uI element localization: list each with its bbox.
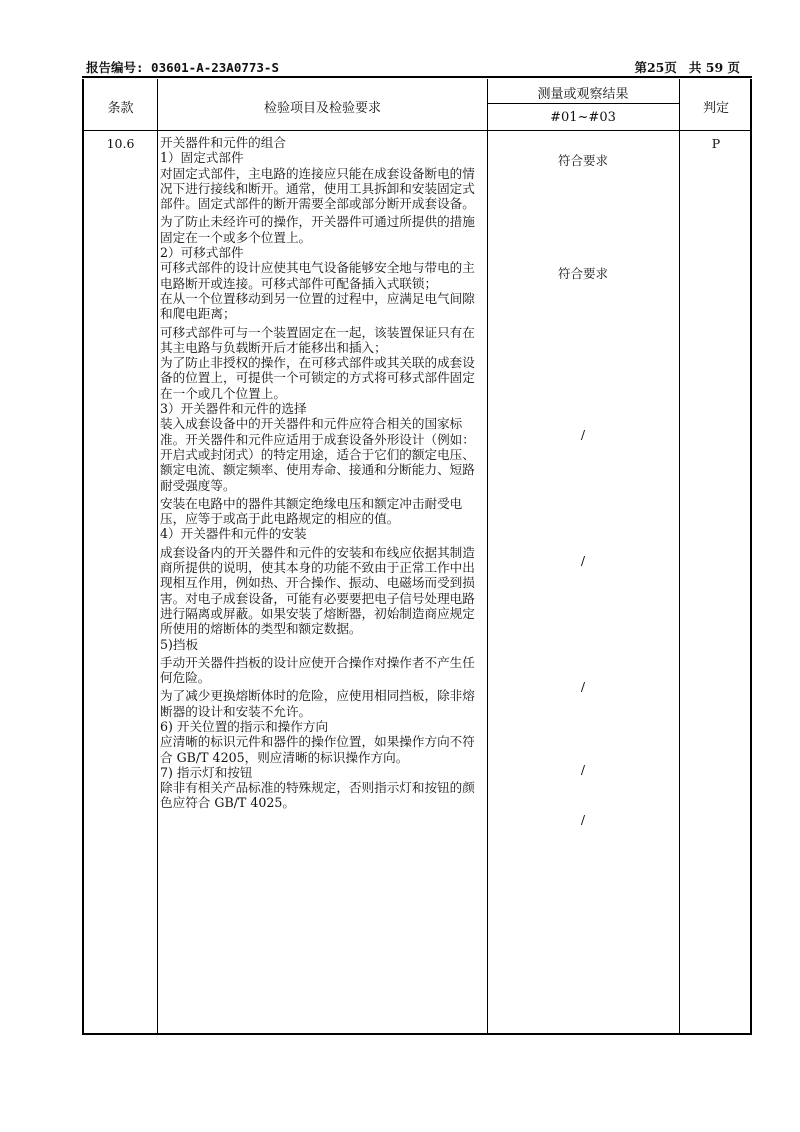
page-indicator: [622, 58, 740, 76]
requirement-text: 可移式部件可与一个装置固定在一起，该装置保证只有在其主电路与负载断开后才能移出和插入；: [160, 324, 475, 355]
requirement-text: 装入成套设备中的开关器件和元件应符合相关的国家标准。开关器件和元件应适用于成套设备外形设计（例如：开启式或封闭式）的特定用途，适合于它们的额定电压、额定电流、额定频率、使用寿命、接通和分断能力、短路耐受强度等。: [160, 416, 475, 493]
col-header-samples: #01~#03: [550, 110, 616, 125]
subsection-heading: 7) 指示灯和按钮: [160, 764, 253, 780]
header-bottom-rule: [84, 130, 750, 131]
requirement-text: 可移式部件的设计应使其电气设备能够安全地与带电的主电路断开或连接。可移式部件可配备插入式联锁；: [160, 260, 475, 291]
subsection-heading: 1）固定式部件: [160, 150, 244, 166]
requirement-text: 安装在电路中的器件其额定绝缘电压和额定冲击耐受电压，应等于或高于此电路规定的相应的值。: [160, 495, 463, 527]
col-header-verdict: 判定: [702, 101, 729, 116]
requirement-text: 为了防止未经许可的操作，开关器件可通过所提供的措施固定在一个或多个位置上。: [160, 214, 475, 245]
subsection-heading: 3）开关器件和元件的选择: [160, 401, 307, 417]
result-6: /: [580, 762, 586, 777]
col-header-item: 检验项目及检验要求: [263, 101, 381, 116]
requirement-text: 除非有相关产品标准的特殊规定，否则指示灯和按钮的颜色应符合 GB/T 4025。: [160, 780, 475, 811]
subsection-heading: 4）开关器件和元件的安装: [160, 526, 307, 542]
requirement-text: 为了防止非授权的操作，在可移式部件或其关联的成套设备的位置上，可提供一个可锁定的方式将可移式部件固定在一个或几个位置上。: [160, 355, 475, 401]
requirement-text: 在从一个位置移动到另一位置的过程中，应满足电气间隙和爬电距离；: [160, 290, 475, 322]
requirement-text: 应清晰的标识元件和器件的操作位置，如果操作方向不符合 GB/T 4205，则应清晰的标识操作方向。: [160, 734, 475, 765]
requirement-text: 成套设备内的开关器件和元件的安装和布线应依据其制造商所提供的说明，使其本身的功能不致由于正常工作中出现相互作用，例如热、开合操作、振动、电磁场而受到损害。对电子成套设备，可能有必要要把电子信号处理电路进行隔离或屏蔽。如果安装了熔断器，初始制造商应规定所使用的熔断体的类型和额定数据。: [160, 544, 475, 637]
col-divider: [157, 79, 158, 1033]
page-header: [86, 58, 740, 76]
subsection-heading: 6) 开关位置的指示和操作方向: [160, 718, 329, 734]
result-2: 符合要求: [557, 266, 608, 281]
subsection-heading: 5)挡板: [160, 636, 199, 652]
inspection-content: [160, 135, 486, 811]
requirement-text: 对固定式部件，主电路的连接应只能在成套设备断电的情况下进行接线和断开。通常，使用工具拆卸和安装固定式部件。固定式部件的断开需要全部或部分断开成套设备。: [160, 165, 475, 212]
inspection-table: [82, 79, 752, 1035]
verdict: P: [711, 136, 721, 151]
col-header-clause: 条款: [107, 101, 134, 116]
page-number: 第25页: [634, 60, 677, 75]
result-3: /: [580, 427, 586, 442]
clause-number: 10.6: [106, 136, 135, 151]
page-total: 共 59 页: [688, 60, 740, 75]
subsection-heading: 2）可移式部件: [160, 245, 244, 261]
report-number: 报告编号: 03601-A-23A0773-S: [86, 60, 279, 75]
result-1: 符合要求: [557, 153, 608, 168]
section-title: 开关器件和元件的组合: [160, 135, 286, 150]
header-rule: [82, 76, 752, 78]
requirement-text: 手动开关器件挡板的设计应使开合操作对操作者不产生任何危险。: [160, 654, 475, 686]
col-header-result: 测量或观察结果: [537, 87, 629, 102]
col-divider: [679, 79, 680, 1033]
result-4: /: [580, 553, 586, 568]
result-subheader-rule: [487, 103, 679, 104]
requirement-text: 为了减少更换熔断体时的危险，应使用相同挡板，除非熔断器的设计和安装不允许。: [160, 688, 475, 719]
result-5: /: [580, 679, 586, 694]
result-7: /: [580, 812, 586, 827]
